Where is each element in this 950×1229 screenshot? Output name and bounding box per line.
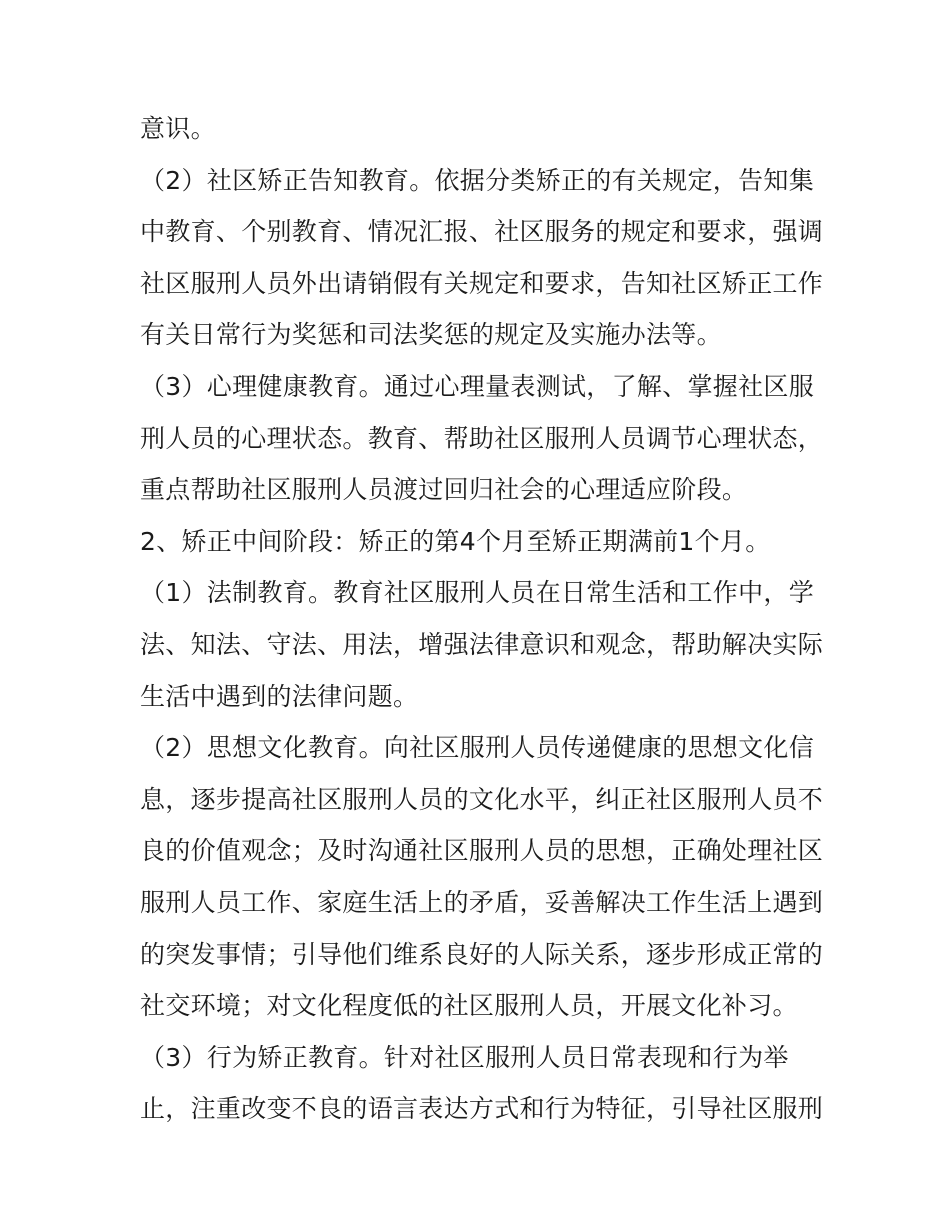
document-body bbox=[140, 103, 824, 1135]
text-line: 生活中遇到的法律问题。 bbox=[140, 681, 419, 711]
text-line: 服刑人员工作、家庭生活上的矛盾，妥善解决工作生活上遇到 bbox=[140, 887, 824, 917]
text-line: 息，逐步提高社区服刑人员的文化水平，纠正社区服刑人员不 bbox=[140, 784, 824, 814]
text-line: 社区服刑人员外出请销假有关规定和要求，告知社区矫正工作 bbox=[140, 268, 824, 298]
text-line: 的突发事情；引导他们维系良好的人际关系，逐步形成正常的 bbox=[140, 939, 824, 969]
text-line: （2）社区矫正告知教育。依据分类矫正的有关规定，告知集 bbox=[140, 165, 815, 195]
section-heading: 2、矫正中间阶段：矫正的第4个月至矫正期满前1个月。 bbox=[140, 526, 771, 556]
text-line: （3）行为矫正教育。针对社区服刑人员日常表现和行为举 bbox=[140, 1042, 789, 1072]
text-line: 有关日常行为奖惩和司法奖惩的规定及实施办法等。 bbox=[140, 320, 722, 350]
text-line: 止，注重改变不良的语言表达方式和行为特征，引导社区服刑 bbox=[140, 1094, 824, 1124]
text-line: 良的价值观念；及时沟通社区服刑人员的思想，正确处理社区 bbox=[140, 836, 824, 866]
text-line: （3）心理健康教育。通过心理量表测试，了解、掌握社区服 bbox=[140, 371, 815, 401]
text-line: 重点帮助社区服刑人员渡过回归社会的心理适应阶段。 bbox=[140, 475, 748, 505]
text-line: 意识。 bbox=[140, 114, 216, 143]
text-line: 社交环境；对文化程度低的社区服刑人员，开展文化补习。 bbox=[140, 991, 798, 1021]
text-line: 刑人员的心理状态。教育、帮助社区服刑人员调节心理状态， bbox=[140, 423, 824, 453]
text-line: （2）思想文化教育。向社区服刑人员传递健康的思想文化信 bbox=[140, 733, 815, 763]
text-line: 中教育、个别教育、情况汇报、社区服务的规定和要求，强调 bbox=[140, 217, 824, 247]
text-line: （1）法制教育。教育社区服刑人员在日常生活和工作中，学 bbox=[140, 578, 815, 608]
text-line: 法、知法、守法、用法，增强法律意识和观念，帮助解决实际 bbox=[140, 629, 824, 659]
